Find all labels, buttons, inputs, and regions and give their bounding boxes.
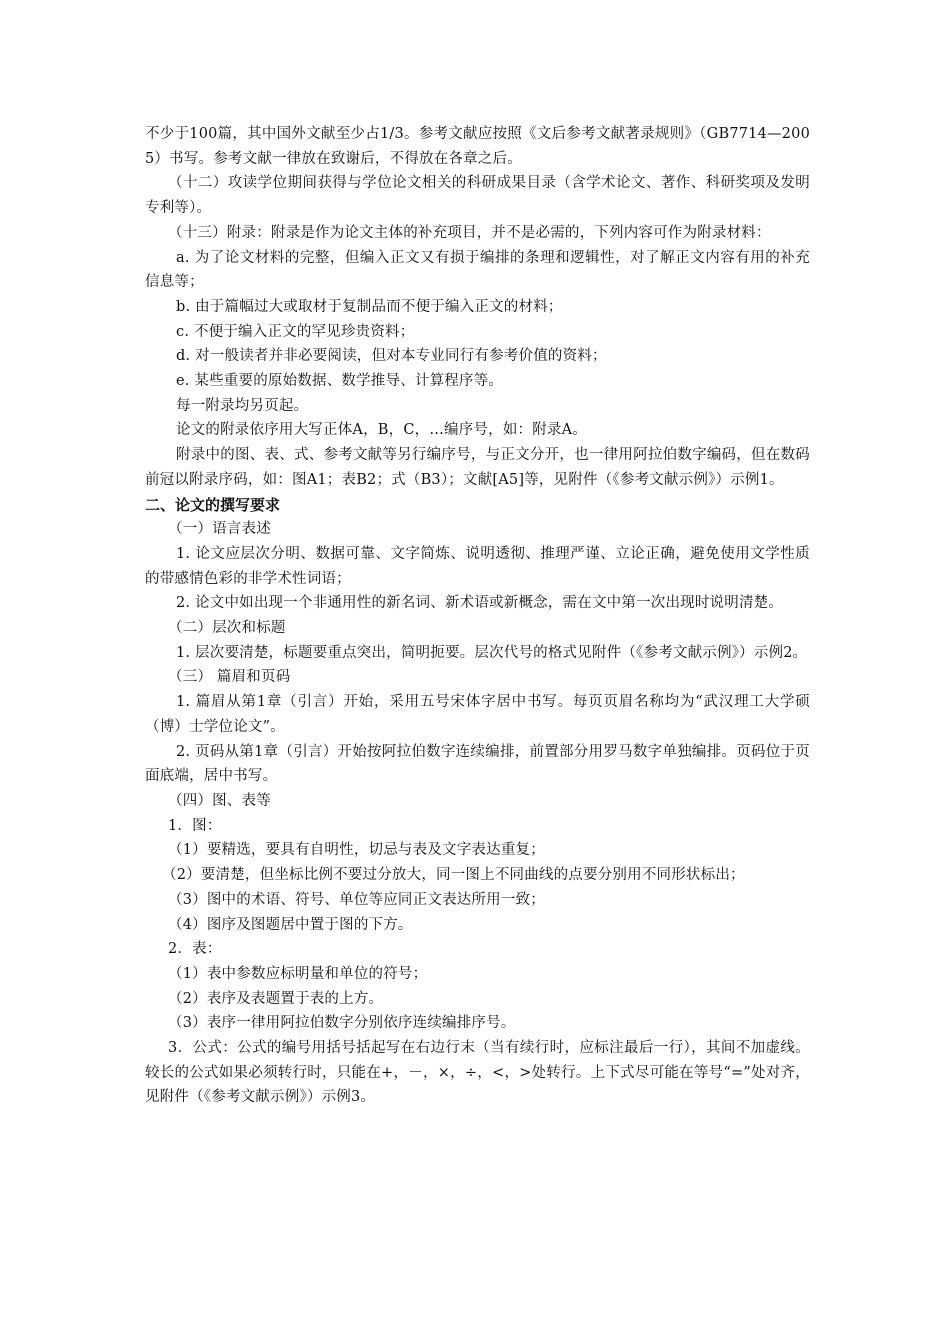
paragraph-appendix-figures: 附录中的图、表、式、参考文献等另行编序号，与正文分开，也一律用阿拉伯数字编码，但在数码前冠以附录序码，如：图A1；表B2；式（B3）；文献[A5]等，见附件（《参考文献示例》）示例1。 (145, 447, 810, 488)
appendix-item-b: b. 由于篇幅过大或取材于复制品而不便于编入正文的材料； (176, 298, 563, 315)
section-heading: 二、论文的撰写要求 (145, 495, 281, 514)
paragraph-appendix-numbering: 论文的附录依序用大写正体A，B，C，…编序号，如：附录A。 (176, 422, 587, 439)
paragraph-references-requirement: 不少于100篇，其中国外文献至少占1/3。参考文献应按照《文后参考文献著录规则》（GB7714—2005）书写。参考文献一律放在致谢后，不得放在各章之后。 (145, 126, 810, 167)
appendix-item-d: d. 对一般读者并非必要阅读，但对本专业同行有参考价值的资料； (176, 348, 607, 365)
document-body (145, 122, 810, 1110)
table-rule-1: （1）表中参数应标明量和单位的符号； (168, 965, 428, 982)
paragraph-page-number-2: 2. 页码从第1章（引言）开始按阿拉伯数字连续编排，前置部分用罗马数字单独编排。页码位于页面底端，居中书写。 (145, 743, 810, 785)
appendix-item-c: c. 不便于编入正文的罕见珍贵资料； (176, 323, 415, 340)
figure-rule-3: （3）图中的术语、符号、单位等应同正文表达所用一致； (168, 891, 545, 908)
table-rule-3: （3）表序一律用阿拉伯数字分别依序连续编排序号。 (168, 1015, 516, 1032)
table-heading: 2．表： (168, 941, 222, 958)
paragraph-levels-1: 1. 层次要清楚，标题要重点突出，简明扼要。层次代号的格式见附件（《参考文献示例》）示例2。 (176, 644, 808, 661)
figure-heading: 1．图： (168, 817, 222, 834)
paragraph-item-13-appendix: （十三）附录：附录是作为论文主体的补充项目，并不是必需的，下列内容可作为附录材料： (168, 224, 771, 241)
figure-rule-2: （2）要清楚，但坐标比例不要过分放大，同一图上不同曲线的点要分别用不同形状标出； (162, 867, 745, 884)
subsection-header-page: （三） 篇眉和页码 (168, 669, 291, 686)
paragraph-item-12: （十二）攻读学位期间获得与学位论文相关的科研成果目录（含学术论文、著作、科研奖项及发明专利等）。 (145, 175, 810, 217)
table-rule-2: （2）表序及表题置于表的上方。 (168, 990, 384, 1007)
figure-rule-1: （1）要精选，要具有自明性，切忌与表及文字表达重复； (168, 842, 545, 859)
formula-rules: 3．公式：公式的编号用括号括起写在右边行末（当有续行时，应标注最后一行），其间不加虚线。较长的公式如果必须转行时，只能在+，－，×，÷，<，>处转行。上下式尽可能在等号“=”处对齐，见附件（《参考文献示例》）示例3。 (145, 1040, 810, 1106)
subsection-language: （一）语言表述 (168, 521, 271, 538)
figure-rule-4: （4）图序及图题居中置于图的下方。 (168, 916, 413, 933)
appendix-item-a: a. 为了论文材料的完整，但编入正文又有损于编排的条理和逻辑性，对了解正文内容有用的补充信息等； (145, 249, 810, 291)
paragraph-header-1: 1. 篇眉从第1章（引言）开始，采用五号宋体字居中书写。每页页眉名称均为“武汉理工大学硕（博）士学位论文”。 (145, 694, 810, 735)
paragraph-appendix-new-page: 每一附录均另页起。 (176, 397, 309, 414)
subsection-levels: （二）层次和标题 (168, 620, 286, 637)
paragraph-language-1: 1. 论文应层次分明、数据可靠、文字简炼、说明透彻、推理严谨、立论正确，避免使用文学性质的带感情色彩的非学术性词语； (145, 545, 810, 587)
appendix-item-e: e. 某些重要的原始数据、数学推导、计算程序等。 (176, 373, 504, 390)
subsection-figures-tables: （四）图、表等 (168, 792, 271, 809)
paragraph-language-2: 2. 论文中如出现一个非通用性的新名词、新术语或新概念，需在文中第一次出现时说明清楚。 (176, 595, 784, 612)
